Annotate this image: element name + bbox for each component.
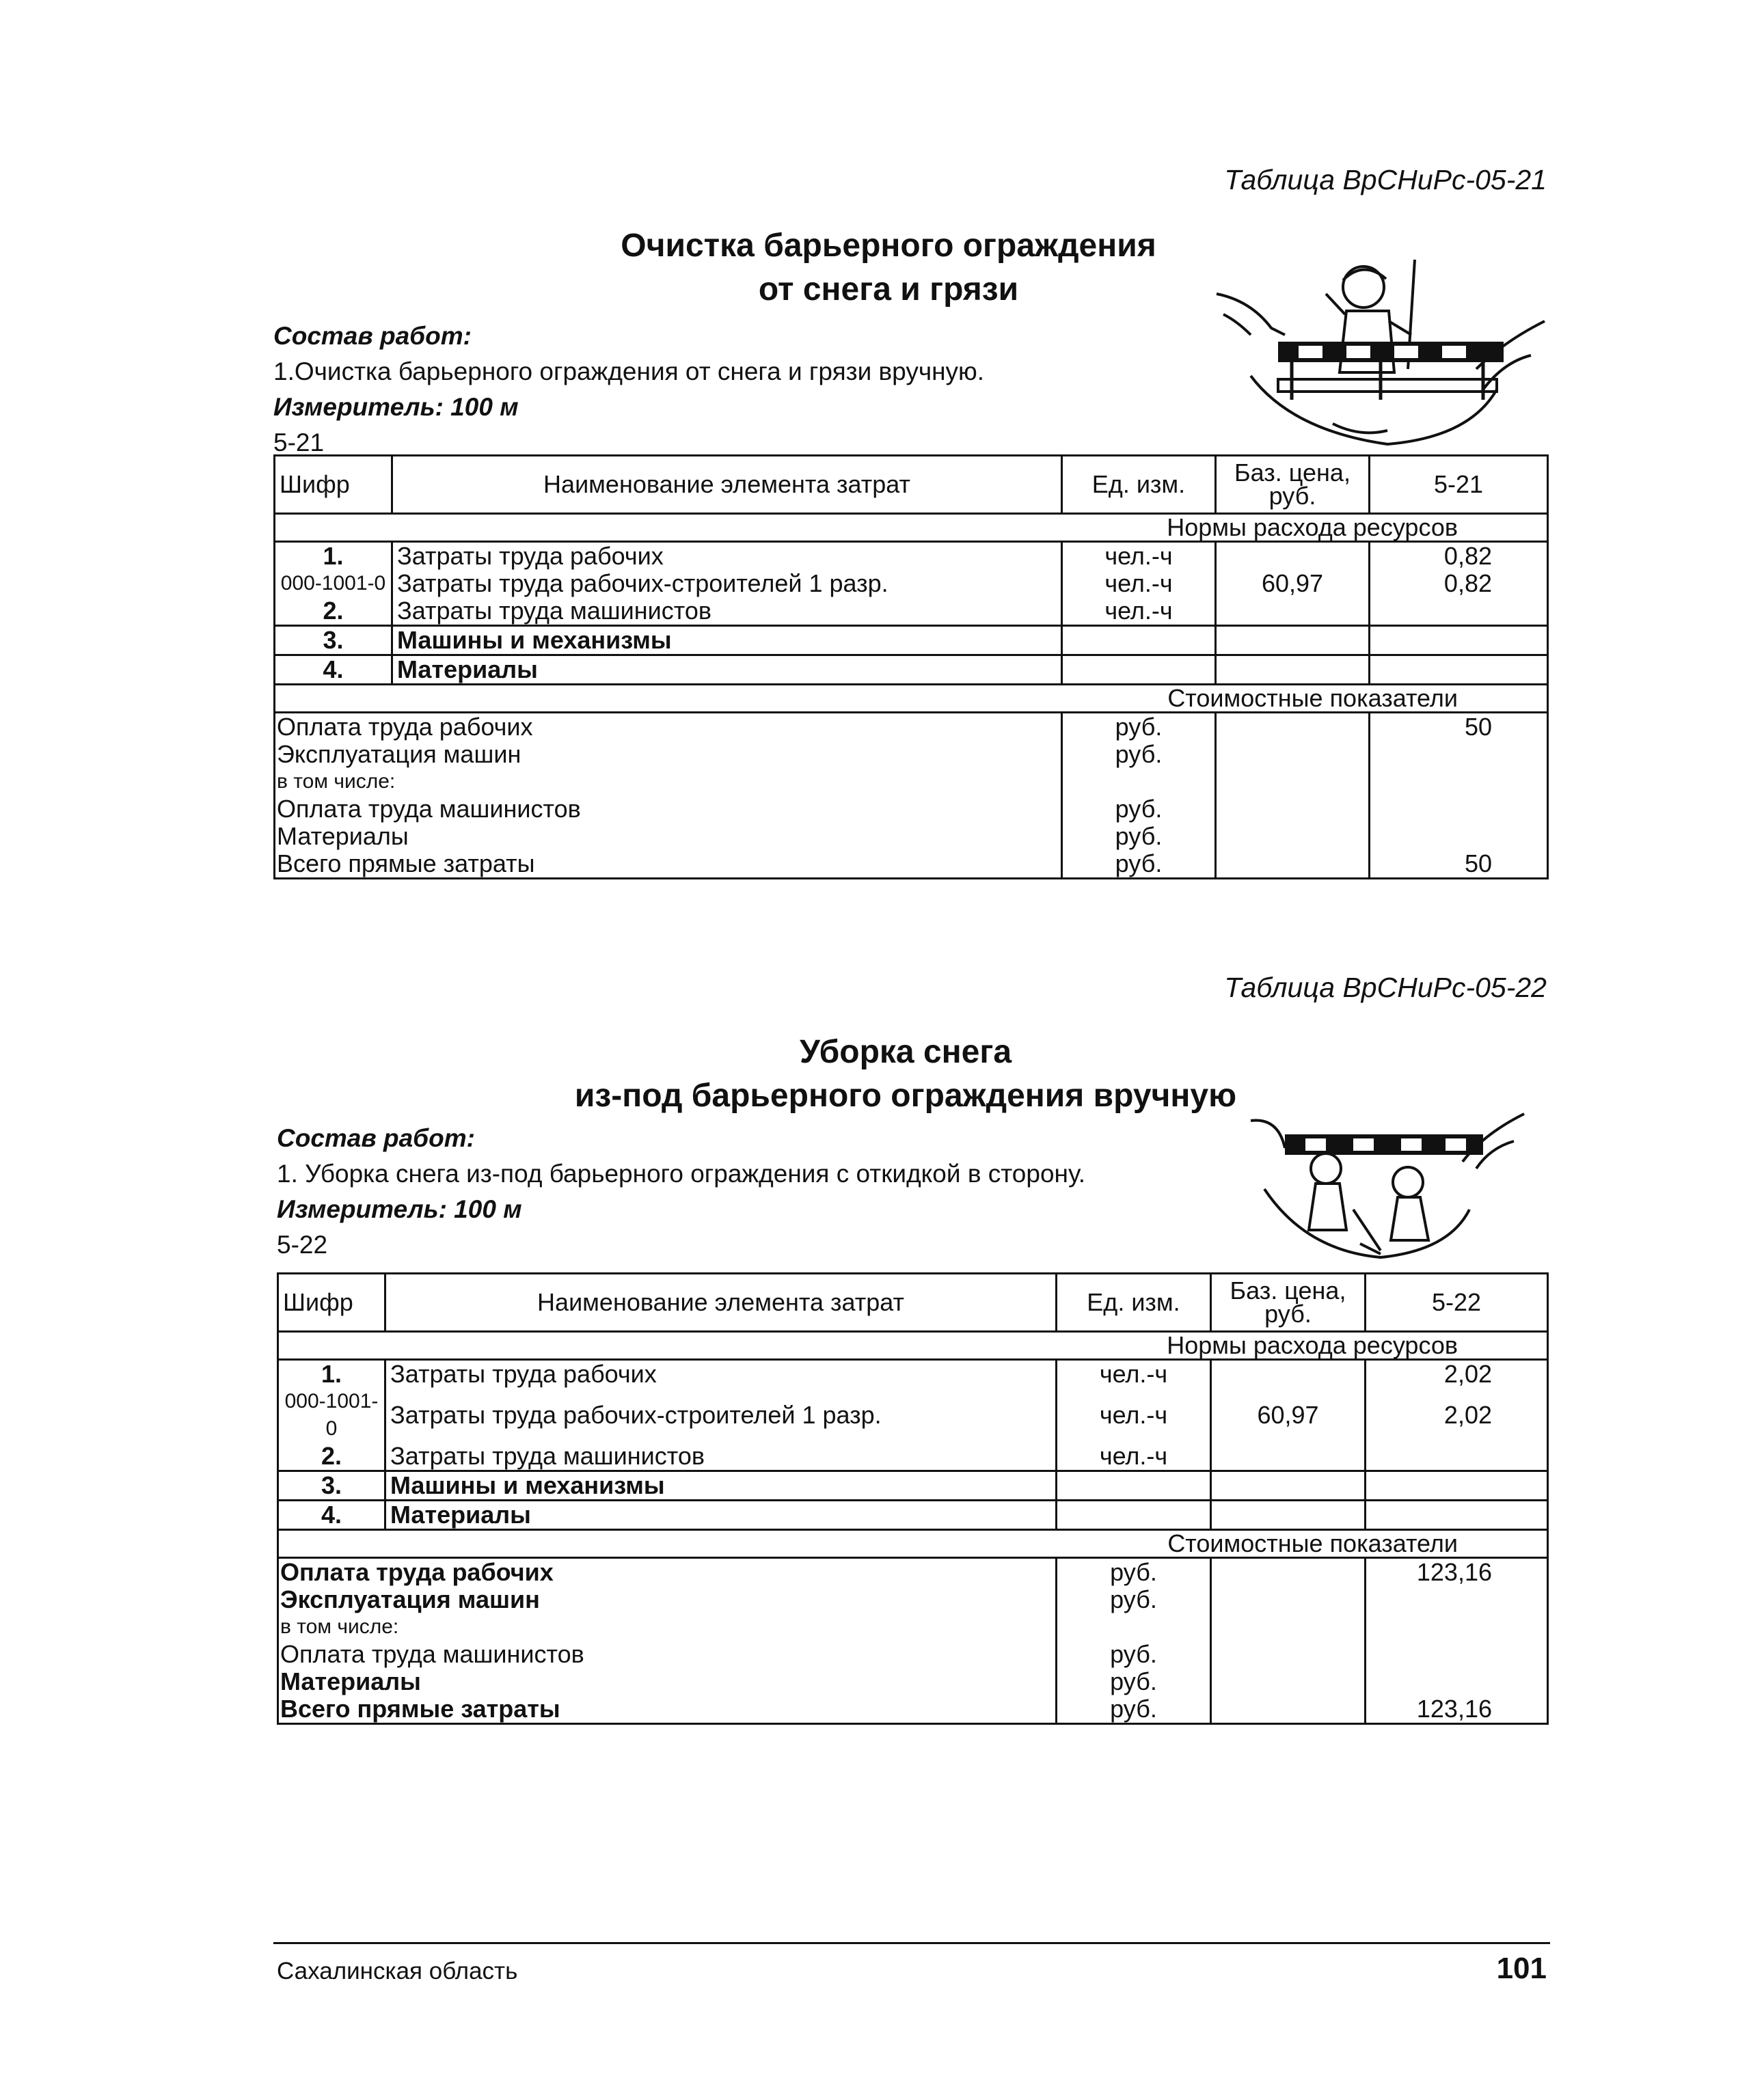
row-name: Затраты труда рабочих-строителей 1 разр. bbox=[385, 1388, 1057, 1443]
cost-row bbox=[275, 795, 1548, 823]
cost-row bbox=[278, 1641, 1548, 1668]
header-price: Баз. цена, руб. bbox=[1216, 456, 1370, 514]
row-name: Оплата труда рабочих bbox=[278, 1558, 1057, 1587]
row-price bbox=[1211, 1443, 1366, 1471]
row-cipher: 3. bbox=[275, 626, 392, 655]
header-name: Наименование элемента затрат bbox=[385, 1274, 1057, 1332]
row-value bbox=[1366, 1641, 1548, 1668]
table-header-row bbox=[275, 456, 1548, 514]
row-value: 2,02 bbox=[1366, 1360, 1548, 1389]
header-name: Наименование элемента затрат bbox=[392, 456, 1062, 514]
row-price bbox=[1216, 597, 1370, 626]
row-cipher: 4. bbox=[275, 655, 392, 685]
row-value bbox=[1370, 823, 1548, 850]
cost-row bbox=[275, 768, 1548, 795]
row-unit: руб. bbox=[1062, 850, 1216, 879]
row-cipher: 2. bbox=[275, 597, 392, 626]
row-name: Затраты труда рабочих bbox=[385, 1360, 1057, 1389]
cost-row bbox=[278, 1668, 1548, 1695]
row-price: 60,97 bbox=[1216, 570, 1370, 597]
norm-row bbox=[275, 542, 1548, 571]
row-value bbox=[1366, 1586, 1548, 1613]
row-name: Материалы bbox=[385, 1501, 1057, 1530]
row-name: Всего прямые затраты bbox=[278, 1695, 1057, 1724]
materials-row bbox=[278, 1501, 1548, 1530]
work-heading: Состав работ: bbox=[277, 1124, 475, 1152]
row-name: Затраты труда машинистов bbox=[385, 1443, 1057, 1471]
title-line: из-под барьерного ограждения вручную bbox=[574, 1078, 1237, 1114]
row-value bbox=[1366, 1443, 1548, 1471]
norms-heading: Нормы расхода ресурсов bbox=[278, 1332, 1548, 1360]
row-name: Материалы bbox=[275, 823, 1062, 850]
header-cipher: Шифр bbox=[275, 456, 392, 514]
header-unit: Ед. изм. bbox=[1062, 456, 1216, 514]
footer-divider bbox=[273, 1942, 1550, 1944]
row-unit bbox=[1057, 1613, 1211, 1641]
row-cipher: 3. bbox=[278, 1471, 385, 1501]
measure-label: Измеритель: 100 м bbox=[277, 1195, 522, 1223]
cost-row bbox=[275, 741, 1548, 768]
row-name: Машины и механизмы bbox=[392, 626, 1062, 655]
row-name: Затраты труда машинистов bbox=[392, 597, 1062, 626]
row-name: Машины и механизмы bbox=[385, 1471, 1057, 1501]
row-price bbox=[1216, 542, 1370, 571]
work-heading: Состав работ: bbox=[273, 322, 472, 350]
row-value: 123,16 bbox=[1366, 1695, 1548, 1724]
row-unit: руб. bbox=[1062, 741, 1216, 768]
row-value bbox=[1370, 795, 1548, 823]
header-unit: Ед. изм. bbox=[1057, 1274, 1211, 1332]
row-unit: чел.-ч bbox=[1062, 542, 1216, 571]
row-value bbox=[1370, 597, 1548, 626]
cost-heading-row bbox=[278, 1530, 1548, 1558]
table-code: 5-22 bbox=[277, 1231, 328, 1259]
row-name: в том числе: bbox=[275, 768, 1062, 795]
cost-row-total bbox=[275, 850, 1548, 879]
row-unit: руб. bbox=[1057, 1586, 1211, 1613]
footer-region: Сахалинская область bbox=[277, 1958, 518, 1984]
page-number: 101 bbox=[1496, 1952, 1547, 1985]
row-name: Всего прямые затраты bbox=[275, 850, 1062, 879]
row-unit: чел.-ч bbox=[1062, 570, 1216, 597]
row-name: Оплата труда машинистов bbox=[275, 795, 1062, 823]
header-code: 5-22 bbox=[1366, 1274, 1548, 1332]
row-value: 0,82 bbox=[1370, 570, 1548, 597]
section-title bbox=[478, 1030, 1333, 1118]
norm-row bbox=[275, 570, 1548, 597]
workers-shoveling-snow-illustration bbox=[1244, 1107, 1531, 1264]
row-value bbox=[1370, 768, 1548, 795]
cost-heading: Стоимостные показатели bbox=[275, 685, 1548, 713]
row-name: Эксплуатация машин bbox=[275, 741, 1062, 768]
row-name: Материалы bbox=[278, 1668, 1057, 1695]
row-unit: руб. bbox=[1062, 823, 1216, 850]
row-unit: чел.-ч bbox=[1062, 597, 1216, 626]
cost-table bbox=[273, 454, 1549, 879]
machines-row bbox=[278, 1471, 1548, 1501]
cost-row bbox=[278, 1558, 1548, 1587]
section-title bbox=[547, 224, 1230, 312]
norms-heading-row bbox=[275, 514, 1548, 542]
cost-row bbox=[275, 823, 1548, 850]
norm-row bbox=[278, 1360, 1548, 1389]
cost-heading: Стоимостные показатели bbox=[278, 1530, 1548, 1558]
row-unit: руб. bbox=[1057, 1668, 1211, 1695]
row-value: 123,16 bbox=[1366, 1558, 1548, 1587]
row-unit bbox=[1062, 768, 1216, 795]
row-cipher: 1. bbox=[275, 542, 392, 571]
header-cipher: Шифр bbox=[278, 1274, 385, 1332]
title-line: от снега и грязи bbox=[758, 271, 1019, 308]
cost-row bbox=[278, 1586, 1548, 1613]
title-line: Уборка снега bbox=[799, 1034, 1012, 1070]
table-label: Таблица ВрСНиРс-05-22 bbox=[1224, 972, 1547, 1003]
row-unit: чел.-ч bbox=[1057, 1360, 1211, 1389]
work-item: 1.Очистка барьерного ограждения от снега и грязи вручную. bbox=[273, 357, 985, 385]
row-value: 50 bbox=[1370, 850, 1548, 879]
row-name: Оплата труда рабочих bbox=[275, 713, 1062, 741]
row-name: Материалы bbox=[392, 655, 1062, 685]
row-cipher: 2. bbox=[278, 1443, 385, 1471]
work-item: 1. Уборка снега из-под барьерного ограждения с откидкой в сторону. bbox=[277, 1160, 1086, 1188]
cost-row bbox=[275, 713, 1548, 741]
row-unit: руб. bbox=[1057, 1641, 1211, 1668]
row-name: Затраты труда рабочих-строителей 1 разр. bbox=[392, 570, 1062, 597]
row-price bbox=[1211, 1360, 1366, 1389]
row-unit: руб. bbox=[1062, 795, 1216, 823]
row-cipher: 1. bbox=[278, 1360, 385, 1389]
norm-row bbox=[278, 1388, 1548, 1443]
row-value bbox=[1366, 1668, 1548, 1695]
norms-heading-row bbox=[278, 1332, 1548, 1360]
cost-row bbox=[278, 1613, 1548, 1641]
title-line: Очистка барьерного ограждения bbox=[621, 228, 1156, 264]
norm-row bbox=[275, 597, 1548, 626]
cost-table bbox=[277, 1272, 1549, 1725]
row-unit: руб. bbox=[1062, 713, 1216, 741]
row-name: Эксплуатация машин bbox=[278, 1586, 1057, 1613]
row-name: Оплата труда машинистов bbox=[278, 1641, 1057, 1668]
row-value: 50 bbox=[1370, 713, 1548, 741]
row-cipher: 000-1001-0 bbox=[275, 570, 392, 597]
materials-row bbox=[275, 655, 1548, 685]
row-unit: чел.-ч bbox=[1057, 1443, 1211, 1471]
row-unit: чел.-ч bbox=[1057, 1388, 1211, 1443]
table-code: 5-21 bbox=[273, 428, 325, 456]
row-value: 0,82 bbox=[1370, 542, 1548, 571]
cost-row-total bbox=[278, 1695, 1548, 1724]
measure-label: Измеритель: 100 м bbox=[273, 393, 519, 421]
row-unit: руб. bbox=[1057, 1558, 1211, 1587]
header-code: 5-21 bbox=[1370, 456, 1548, 514]
row-price: 60,97 bbox=[1211, 1388, 1366, 1443]
table-label: Таблица ВрСНиРс-05-21 bbox=[1224, 164, 1547, 195]
row-value bbox=[1366, 1613, 1548, 1641]
row-cipher: 000-1001-0 bbox=[278, 1388, 385, 1443]
table-header-row bbox=[278, 1274, 1548, 1332]
worker-cleaning-barrier-illustration bbox=[1210, 253, 1551, 451]
row-name: в том числе: bbox=[278, 1613, 1057, 1641]
machines-row bbox=[275, 626, 1548, 655]
row-name: Затраты труда рабочих bbox=[392, 542, 1062, 571]
norms-heading: Нормы расхода ресурсов bbox=[275, 514, 1548, 542]
cost-heading-row bbox=[275, 685, 1548, 713]
row-cipher: 4. bbox=[278, 1501, 385, 1530]
header-price: Баз. цена, руб. bbox=[1211, 1274, 1366, 1332]
work-description bbox=[273, 318, 984, 461]
norm-row bbox=[278, 1443, 1548, 1471]
row-value: 2,02 bbox=[1366, 1388, 1548, 1443]
work-description bbox=[277, 1121, 1085, 1263]
row-unit: руб. bbox=[1057, 1695, 1211, 1724]
row-value bbox=[1370, 741, 1548, 768]
